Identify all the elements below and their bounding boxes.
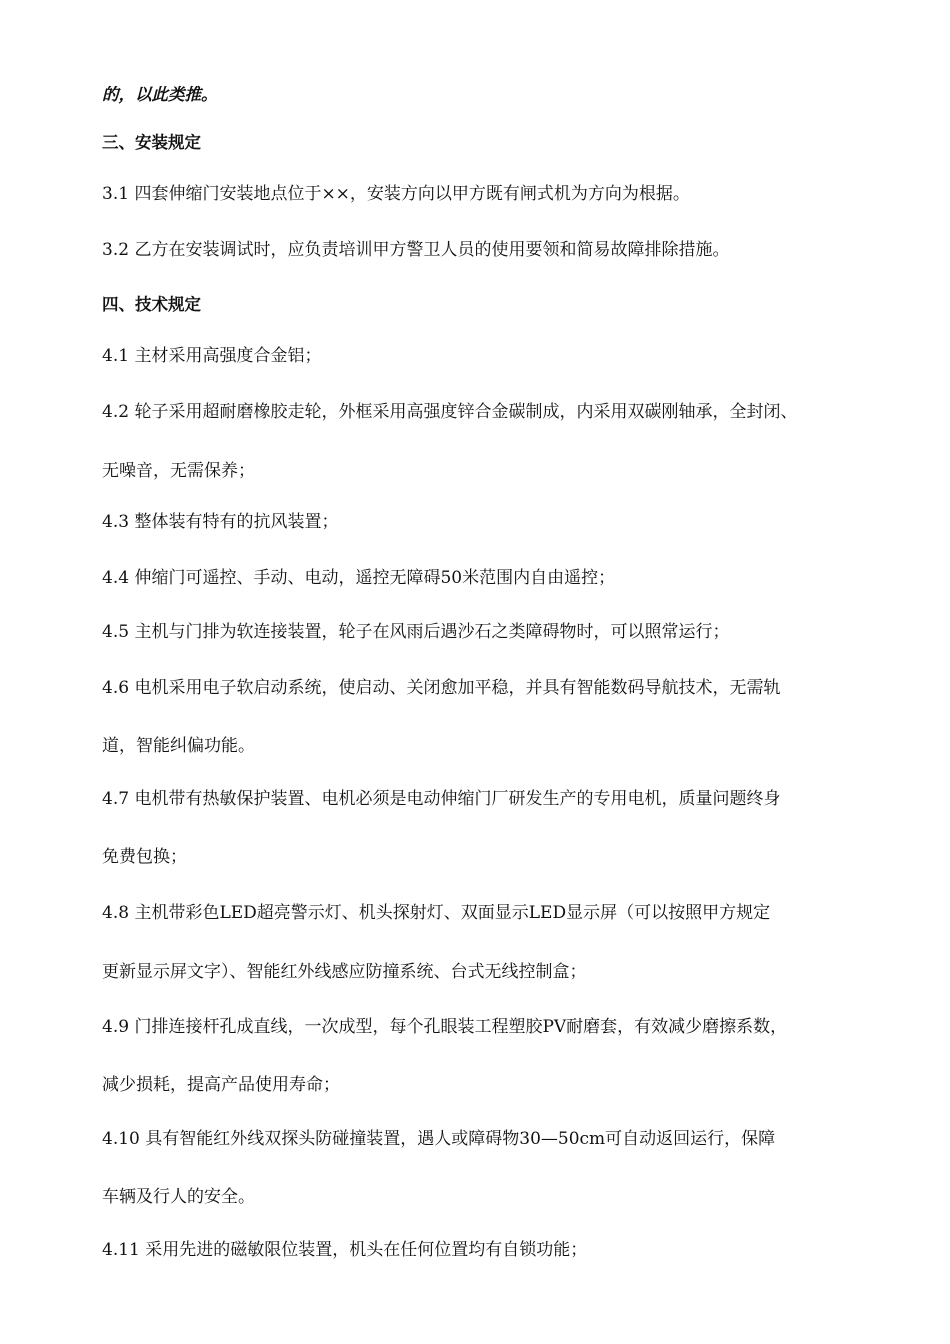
section-4-line-5: 4.4 伸缩门可遥控、手动、电动，遥控无障碍50米范围内自由遥控； <box>102 568 616 588</box>
section-4-line-14: 减少损耗，提高产品使用寿命； <box>102 1075 340 1095</box>
section-4-line-1: 4.1 主材采用高强度合金铝； <box>102 346 322 366</box>
section-4-line-3: 无噪音，无需保养； <box>102 461 255 481</box>
section-4-line-7: 4.6 电机采用电子软启动系统，使启动、关闭愈加平稳，并具有智能数码导航技术，无需轨 <box>102 678 781 698</box>
section-4-line-9: 4.7 电机带有热敏保护装置、电机必须是电动伸缩门厂研发生产的专用电机，质量问题终身 <box>102 789 781 809</box>
section-4-line-11: 4.8 主机带彩色LED超亮警示灯、机头探射灯、双面显示LED显示屏（可以按照甲方规定 <box>102 903 771 923</box>
section-4-line-2: 4.2 轮子采用超耐磨橡胶走轮，外框采用高强度锌合金碳制成，内采用双碳刚轴承，全封闭、 <box>102 402 798 422</box>
section-4-heading: 四、技术规定 <box>102 295 201 314</box>
section-4-line-10: 免费包换； <box>102 847 187 867</box>
section-4-line-15: 4.10 具有智能红外线双探头防碰撞装置，遇人或障碍物30—50cm可自动返回运行，保障 <box>102 1129 776 1149</box>
section-4-line-13: 4.9 门排连接杆孔成直线，一次成型，每个孔眼装工程塑胶PV耐磨套，有效减少磨擦系数， <box>102 1017 788 1037</box>
section-3-item-1: 3.1 四套伸缩门安装地点位于××，安装方向以甲方既有闸式机为方向为根据。 <box>102 184 690 204</box>
section-4-line-12: 更新显示屏文字）、智能红外线感应防撞系统、台式无线控制盒； <box>102 962 587 982</box>
intro-tail-text: 的，以此类推。 <box>102 85 218 104</box>
section-3-item-2: 3.2 乙方在安装调试时，应负责培训甲方警卫人员的使用要领和简易故障排除措施。 <box>102 240 730 260</box>
section-4-line-8: 道，智能纠偏功能。 <box>102 736 255 756</box>
section-4-line-6: 4.5 主机与门排为软连接装置，轮子在风雨后遇沙石之类障碍物时，可以照常运行； <box>102 622 730 642</box>
section-4-line-4: 4.3 整体装有特有的抗风装置； <box>102 512 339 532</box>
section-4-line-17: 4.11 采用先进的磁敏限位装置，机头在任何位置均有自锁功能； <box>102 1240 588 1260</box>
section-3-heading: 三、安装规定 <box>102 133 201 152</box>
section-4-line-16: 车辆及行人的安全。 <box>102 1187 255 1207</box>
